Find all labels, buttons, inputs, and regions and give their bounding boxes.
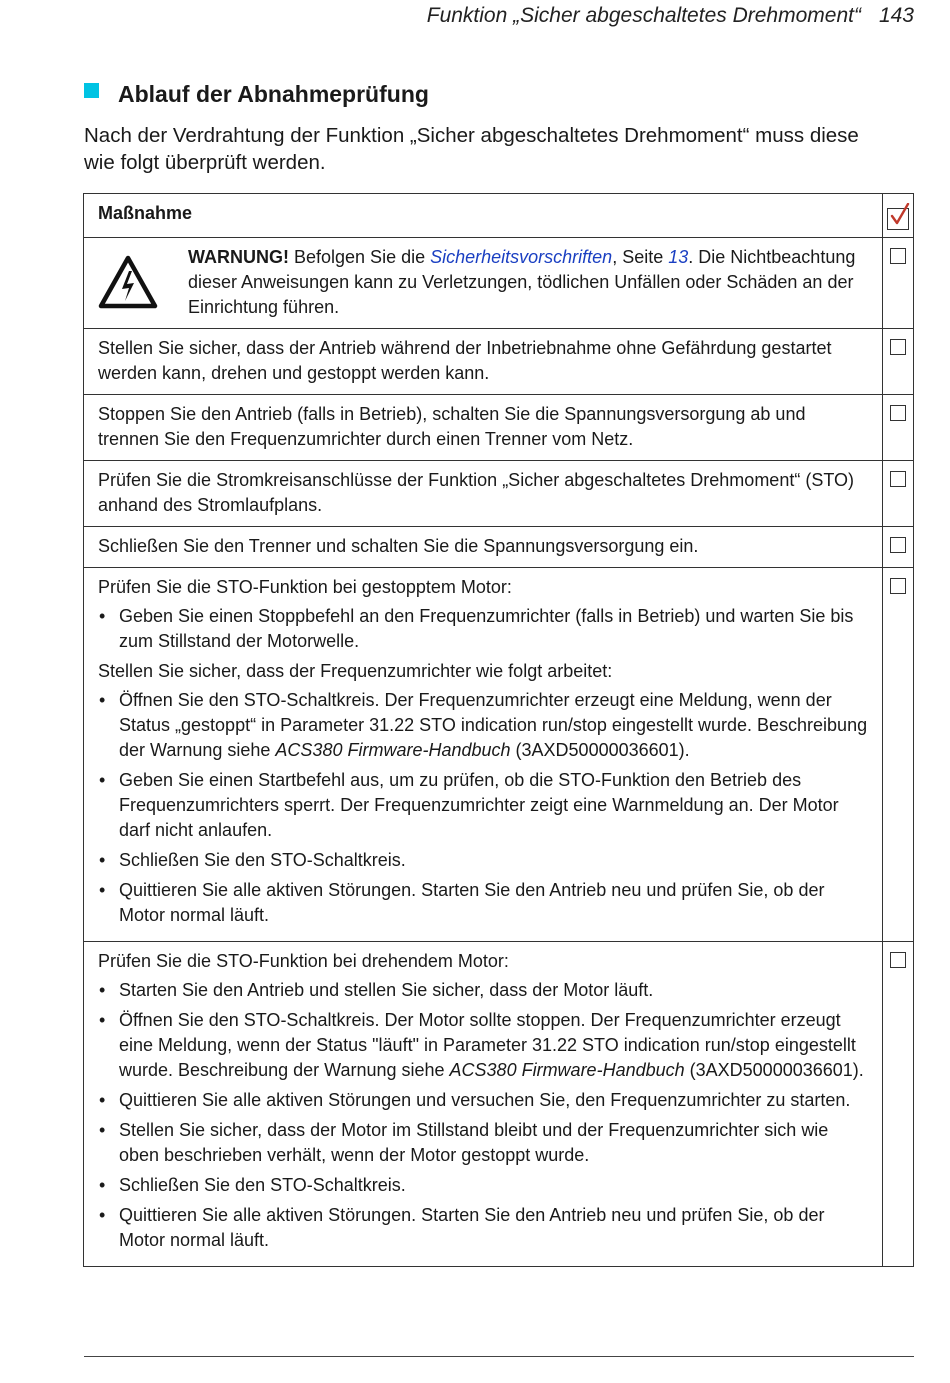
bullet-list bbox=[98, 688, 868, 928]
checkbox[interactable] bbox=[890, 537, 906, 553]
section bbox=[84, 80, 914, 176]
running-test-intro: Prüfen Sie die STO-Funktion bei drehendem Motor: bbox=[98, 951, 509, 971]
list-item-text: (3AXD50000036601). bbox=[684, 1060, 864, 1080]
page-number: 143 bbox=[878, 4, 914, 27]
check-cell bbox=[883, 238, 914, 329]
list-item bbox=[98, 1008, 868, 1083]
list-item: • Geben Sie einen Stoppbefehl an den Frequenzumrichter (falls in Betrieb) und warten Sie bis zum Stillstand der Motorwelle. bbox=[98, 604, 868, 654]
list-item: • Stellen Sie sicher, dass der Motor im Stillstand bleibt und der Frequenzumrichter sich wie oben beschrieben verhält, wenn der Motor gestoppt wurde. bbox=[98, 1118, 868, 1168]
footer-divider bbox=[84, 1356, 914, 1357]
warning-label: WARNUNG! bbox=[188, 247, 289, 267]
list-item: • Quittieren Sie alle aktiven Störungen. Starten Sie den Antrieb neu und prüfen Sie, ob der Motor normal läuft. bbox=[98, 1203, 868, 1253]
checkmark-icon bbox=[889, 203, 911, 227]
warning-text bbox=[188, 245, 868, 320]
list-item-text: Öffnen Sie den STO-Schaltkreis. Der Motor sollte stoppen. Der Frequenzumrichter erzeugt eine Meldung, wenn der Status "läuft" in Parameter 31.22 STO indication run/stop eingestellt wurde. Beschreibung der Warnung siehe bbox=[119, 1010, 856, 1080]
list-item: • Geben Sie einen Startbefehl aus, um zu prüfen, ob die STO-Funktion den Betrieb des Frequenzumrichters sperrt. Der Frequenzumrichter zeigt eine Warnmeldung an. Der Motor darf nicht anlaufen. bbox=[98, 768, 868, 843]
table-row bbox=[84, 527, 914, 568]
list-item bbox=[98, 688, 868, 763]
table-header-row bbox=[84, 194, 914, 238]
safety-instructions-link[interactable]: Sicherheitsvorschriften bbox=[430, 247, 613, 267]
measure-cell: Stellen Sie sicher, dass der Antrieb während der Inbetriebnahme ohne Gefährdung gestartet werden kann, drehen und gestoppt werden kann. bbox=[84, 329, 883, 395]
list-item: • Starten Sie den Antrieb und stellen Sie sicher, dass der Motor läuft. bbox=[98, 978, 868, 1003]
list-item-text: (3AXD50000036601). bbox=[510, 740, 690, 760]
table-row bbox=[84, 395, 914, 461]
warning-text-part: , Seite bbox=[612, 247, 669, 267]
measure-cell: Schließen Sie den Trenner und schalten Sie die Spannungsversorgung ein. bbox=[84, 527, 883, 568]
checked-box-icon bbox=[887, 208, 909, 230]
section-title: Ablauf der Abnahmeprüfung bbox=[118, 80, 429, 107]
section-heading bbox=[84, 80, 914, 108]
checkbox[interactable] bbox=[890, 248, 906, 264]
measure-cell-running-test bbox=[84, 942, 883, 1267]
bullet-list bbox=[98, 978, 868, 1253]
warning-text-part: . Die Nichtbeachtung dieser Anweisungen kann zu Verletzungen, tödlichen Unfällen oder Schäden an der Einrichtung führen. bbox=[188, 247, 856, 317]
column-header-check bbox=[883, 194, 914, 238]
electrical-warning-icon bbox=[98, 245, 188, 316]
table-row bbox=[84, 461, 914, 527]
table-row bbox=[84, 568, 914, 942]
acceptance-checklist-table bbox=[83, 193, 914, 1267]
check-cell bbox=[883, 395, 914, 461]
stopped-test-sub-intro: Stellen Sie sicher, dass der Frequenzumrichter wie folgt arbeitet: bbox=[98, 661, 613, 681]
checkbox[interactable] bbox=[890, 405, 906, 421]
check-cell bbox=[883, 329, 914, 395]
list-item: • Schließen Sie den STO-Schaltkreis. bbox=[98, 1173, 868, 1198]
intro-paragraph: Nach der Verdrahtung der Funktion „Sicher abgeschaltetes Drehmoment“ muss diese wie folgt überprüft werden. bbox=[84, 124, 859, 174]
measure-cell: Stoppen Sie den Antrieb (falls in Betrieb), schalten Sie die Spannungsversorgung ab und trennen Sie den Frequenzumrichter durch einen Trenner vom Netz. bbox=[84, 395, 883, 461]
checkbox[interactable] bbox=[890, 339, 906, 355]
running-header bbox=[0, 4, 914, 28]
measure-cell: Prüfen Sie die Stromkreisanschlüsse der Funktion „Sicher abgeschaltetes Drehmoment“ (STO) anhand des Stromlaufplans. bbox=[84, 461, 883, 527]
table-row bbox=[84, 942, 914, 1267]
checkbox[interactable] bbox=[890, 471, 906, 487]
check-cell bbox=[883, 461, 914, 527]
column-header-measure: Maßnahme bbox=[84, 194, 883, 238]
list-item: • Quittieren Sie alle aktiven Störungen und versuchen Sie, den Frequenzumrichter zu starten. bbox=[98, 1088, 868, 1113]
check-cell bbox=[883, 942, 914, 1267]
checkbox[interactable] bbox=[890, 952, 906, 968]
table-row bbox=[84, 329, 914, 395]
checkbox[interactable] bbox=[890, 578, 906, 594]
warning-cell bbox=[84, 238, 883, 329]
header-title: Funktion „Sicher abgeschaltetes Drehmoment“ bbox=[426, 4, 861, 27]
section-marker-icon bbox=[84, 83, 99, 98]
page-ref-link[interactable]: 13 bbox=[668, 247, 689, 267]
manual-title: ACS380 Firmware-Handbuch bbox=[275, 740, 511, 760]
warning-text-part: Befolgen Sie die bbox=[289, 247, 431, 267]
bullet-list bbox=[98, 604, 868, 654]
list-item-text: Öffnen Sie den STO-Schaltkreis. Der Frequenzumrichter erzeugt eine Meldung, wenn der Status „gestoppt“ in Parameter 31.22 STO indication run/stop eingestellt wurde. Beschreibung der Warnung siehe bbox=[119, 690, 868, 760]
check-cell bbox=[883, 568, 914, 942]
stopped-test-intro: Prüfen Sie die STO-Funktion bei gestopptem Motor: bbox=[98, 577, 512, 597]
manual-title: ACS380 Firmware-Handbuch bbox=[449, 1060, 685, 1080]
table-row bbox=[84, 238, 914, 329]
list-item: • Schließen Sie den STO-Schaltkreis. bbox=[98, 848, 868, 873]
check-cell bbox=[883, 527, 914, 568]
measure-cell-stopped-test bbox=[84, 568, 883, 942]
list-item: • Quittieren Sie alle aktiven Störungen. Starten Sie den Antrieb neu und prüfen Sie, ob der Motor normal läuft. bbox=[98, 878, 868, 928]
